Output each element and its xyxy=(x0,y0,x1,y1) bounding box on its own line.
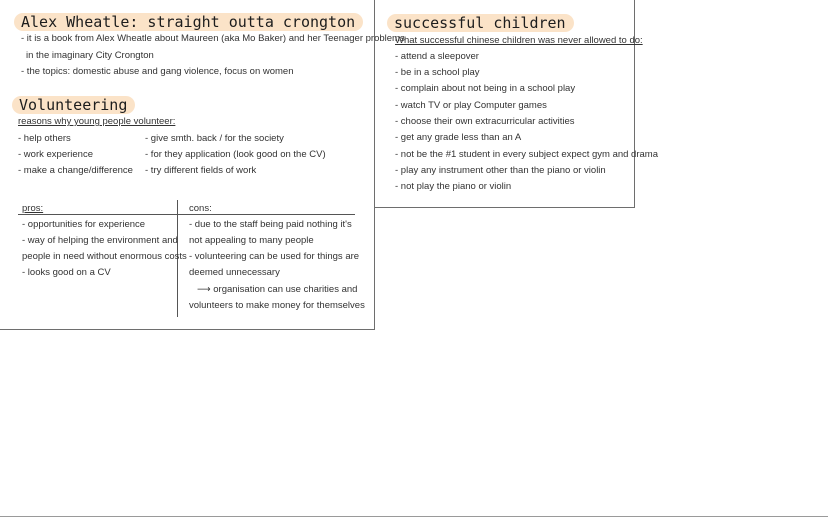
cons-item-4: deemed unnecessary xyxy=(189,267,280,278)
left-card-bottom-border xyxy=(0,329,375,330)
pros-item-4: - looks good on a CV xyxy=(22,267,111,278)
volunteering-subtitle: reasons why young people volunteer: xyxy=(18,116,176,127)
pros-item-2: - way of helping the environment and xyxy=(22,235,178,246)
cons-label: cons: xyxy=(189,203,212,214)
children-item-7: - not be the #1 student in every subject expect gym and drama xyxy=(395,149,658,160)
wheatle-heading: Alex Wheatle: straight outta crongton xyxy=(14,13,363,31)
cons-item-5: ⟶ organisation can use charities and xyxy=(197,284,358,295)
children-item-3: - complain about not being in a school play xyxy=(395,83,576,94)
children-item-6: - get any grade less than an A xyxy=(395,132,522,143)
volunteer-reason-right-2: - for they application (look good on the CV) xyxy=(145,149,326,160)
wheatle-line-3: - the topics: domestic abuse and gang violence, focus on women xyxy=(21,66,294,77)
pros-item-1: - opportunities for experience xyxy=(22,219,146,230)
children-heading: successful children xyxy=(387,14,574,32)
pros-item-3: people in need without enormous costs xyxy=(22,251,187,262)
cons-item-2: not appealing to many people xyxy=(189,235,314,246)
left-card-right-border xyxy=(374,0,375,330)
volunteer-reason-left-1: - help others xyxy=(18,133,71,144)
proscons-header-rule xyxy=(18,214,355,215)
children-item-2: - be in a school play xyxy=(395,67,480,78)
volunteer-reason-right-1: - give smth. back / for the society xyxy=(145,133,284,144)
children-item-1: - attend a sleepover xyxy=(395,51,479,62)
children-item-4: - watch TV or play Computer games xyxy=(395,100,547,111)
volunteer-reason-left-2: - work experience xyxy=(18,149,93,160)
volunteer-reason-left-3: - make a change/difference xyxy=(18,165,133,176)
right-card-bottom-border xyxy=(375,207,635,208)
volunteering-heading: Volunteering xyxy=(12,96,135,114)
children-item-8: - play any instrument other than the piano or violin xyxy=(395,165,606,176)
wheatle-line-1: - it is a book from Alex Wheatle about Maureen (aka Mo Baker) and her Teenager problems xyxy=(21,33,405,44)
cons-item-6: volunteers to make money for themselves xyxy=(189,300,365,311)
page-bottom-rule xyxy=(0,516,828,517)
wheatle-line-2: in the imaginary City Crongton xyxy=(26,50,154,61)
pros-label: pros: xyxy=(22,203,44,214)
right-card-right-border xyxy=(634,0,635,208)
children-item-5: - choose their own extracurricular activities xyxy=(395,116,575,127)
children-subtitle: What successful chinese children was never allowed to do: xyxy=(395,35,643,46)
cons-item-1: - due to the staff being paid nothing it's xyxy=(189,219,352,230)
volunteer-reason-right-3: - try different fields of work xyxy=(145,165,257,176)
cons-item-3: - volunteering can be used for things are xyxy=(189,251,360,262)
children-item-9: - not play the piano or violin xyxy=(395,181,512,192)
